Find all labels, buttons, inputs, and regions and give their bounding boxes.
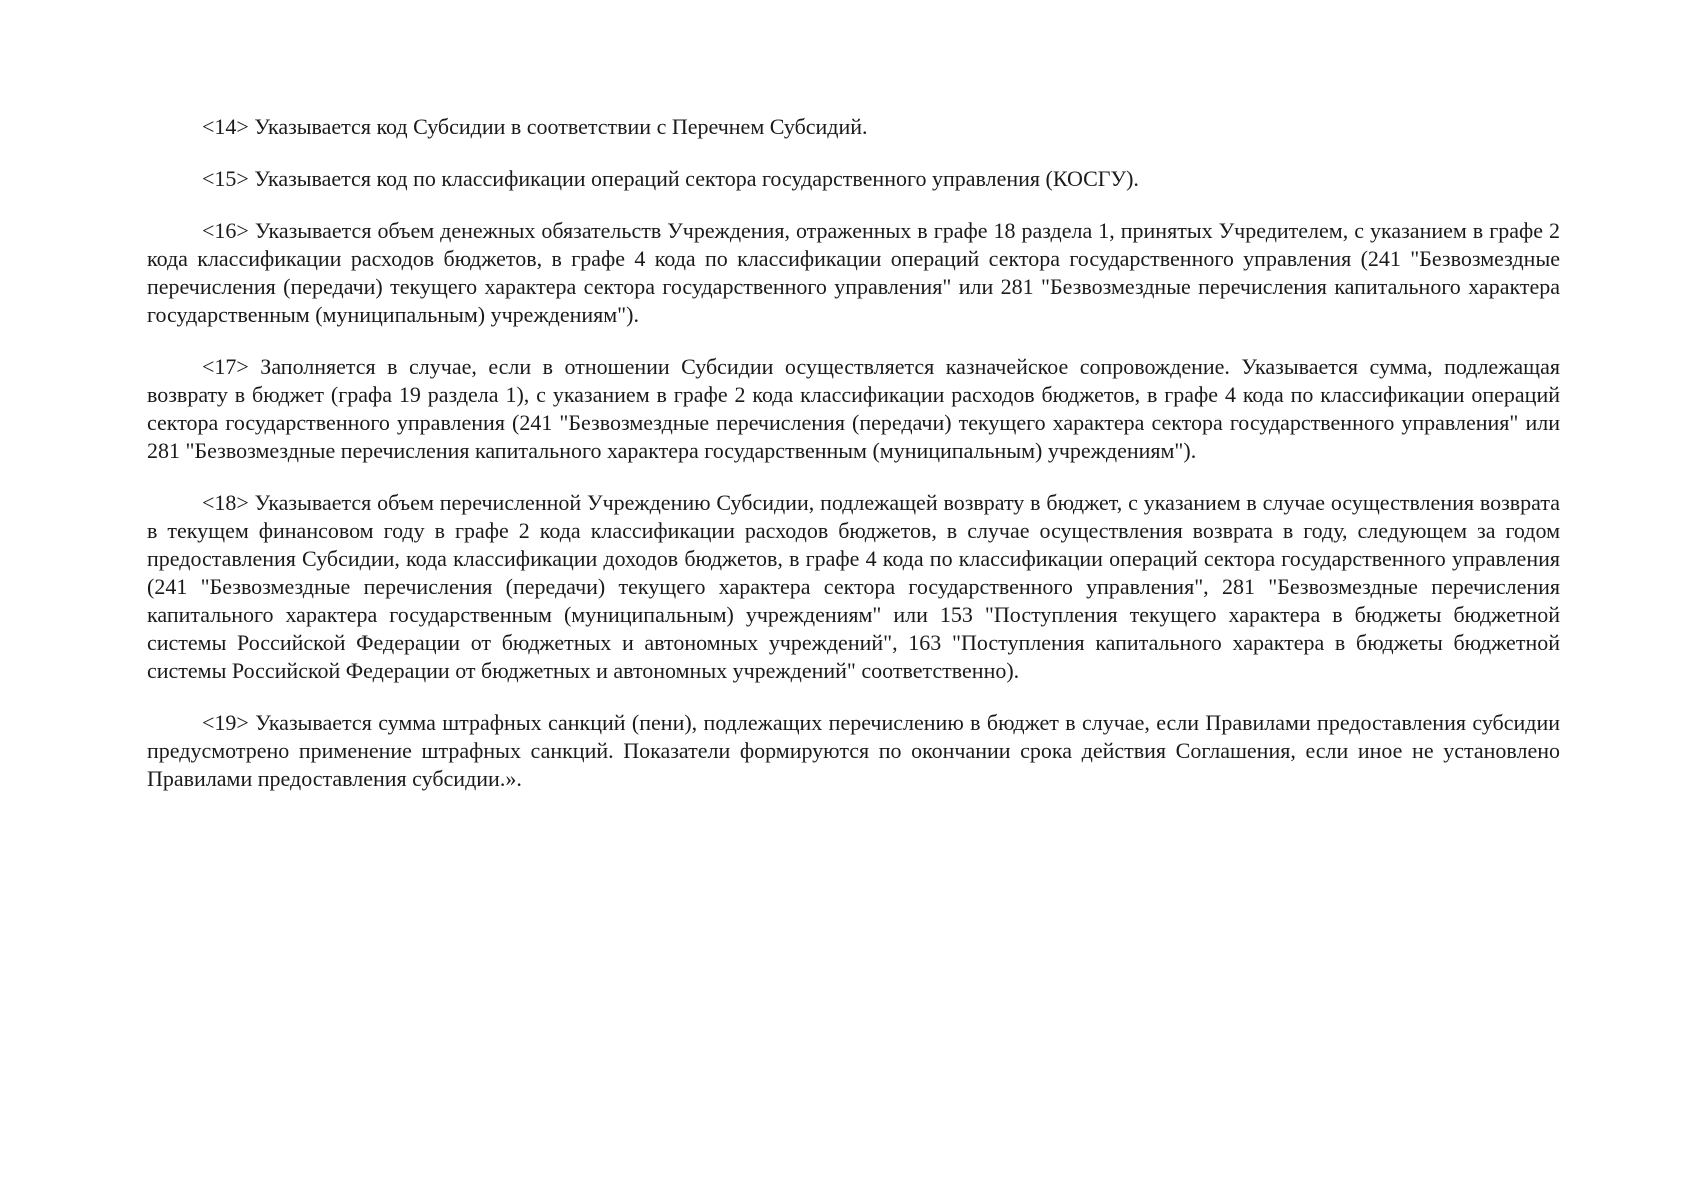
footnote-19: <19> Указывается сумма штрафных санкций (пени), подлежащих перечислению в бюджет в случае, если Правилами предоставления субсидии предусмотрено применение штрафных санкций. Показатели формируются по окончании срока действия Соглашения, если иное не установлено Правилами предоставления субсидии.». <box>147 710 1560 791</box>
footnote-18: <18> Указывается объем перечисленной Учреждению Субсидии, подлежащей возврату в бюджет, с указанием в случае осуществления возврата в текущем финансовом году в графе 2 кода классификации расходов бюджетов, в случае осуществления возврата в году, следующем за годом предоставления Субсидии, кода классификации доходов бюджетов, в графе 4 кода по классификации операций сектора государственного управления (241 "Безвозмездные перечисления (передачи) текущего характера сектора государственного управления", 281 "Безвозмездные перечисления капитального характера государственным (муниципальным) учреждениям" или 153 "Поступления текущего характера в бюджеты бюджетной системы Российской Федерации от бюджетных и автономных учреждений", 163 "Поступления капитального характера в бюджеты бюджетной системы Российской Федерации от бюджетных и автономных учреждений" соответственно). <box>147 490 1560 683</box>
footnote-16: <16> Указывается объем денежных обязательств Учреждения, отраженных в графе 18 раздела 1, принятых Учредителем, с указанием в графе 2 кода классификации расходов бюджетов, в графе 4 кода по классификации операций сектора государственного управления (241 "Безвозмездные перечисления (передачи) текущего характера сектора государственного управления" или 281 "Безвозмездные перечисления капитального характера государственным (муниципальным) учреждениям"). <box>147 218 1560 327</box>
footnote-17: <17> Заполняется в случае, если в отношении Субсидии осуществляется казначейское сопровождение. Указывается сумма, подлежащая возврату в бюджет (графа 19 раздела 1), с указанием в графе 2 кода классификации расходов бюджетов, в графе 4 кода по классификации операций сектора государственного управления (241 "Безвозмездные перечисления (передачи) текущего характера сектора государственного управления" или 281 "Безвозмездные перечисления капитального характера государственным (муниципальным) учреждениям"). <box>147 354 1560 463</box>
footnote-14: <14> Указывается код Субсидии в соответствии с Перечнем Субсидий. <box>202 114 868 139</box>
footnotes-block <box>147 113 1560 817</box>
footnote-15: <15> Указывается код по классификации операций сектора государственного управления (КОСГУ). <box>202 166 1139 191</box>
